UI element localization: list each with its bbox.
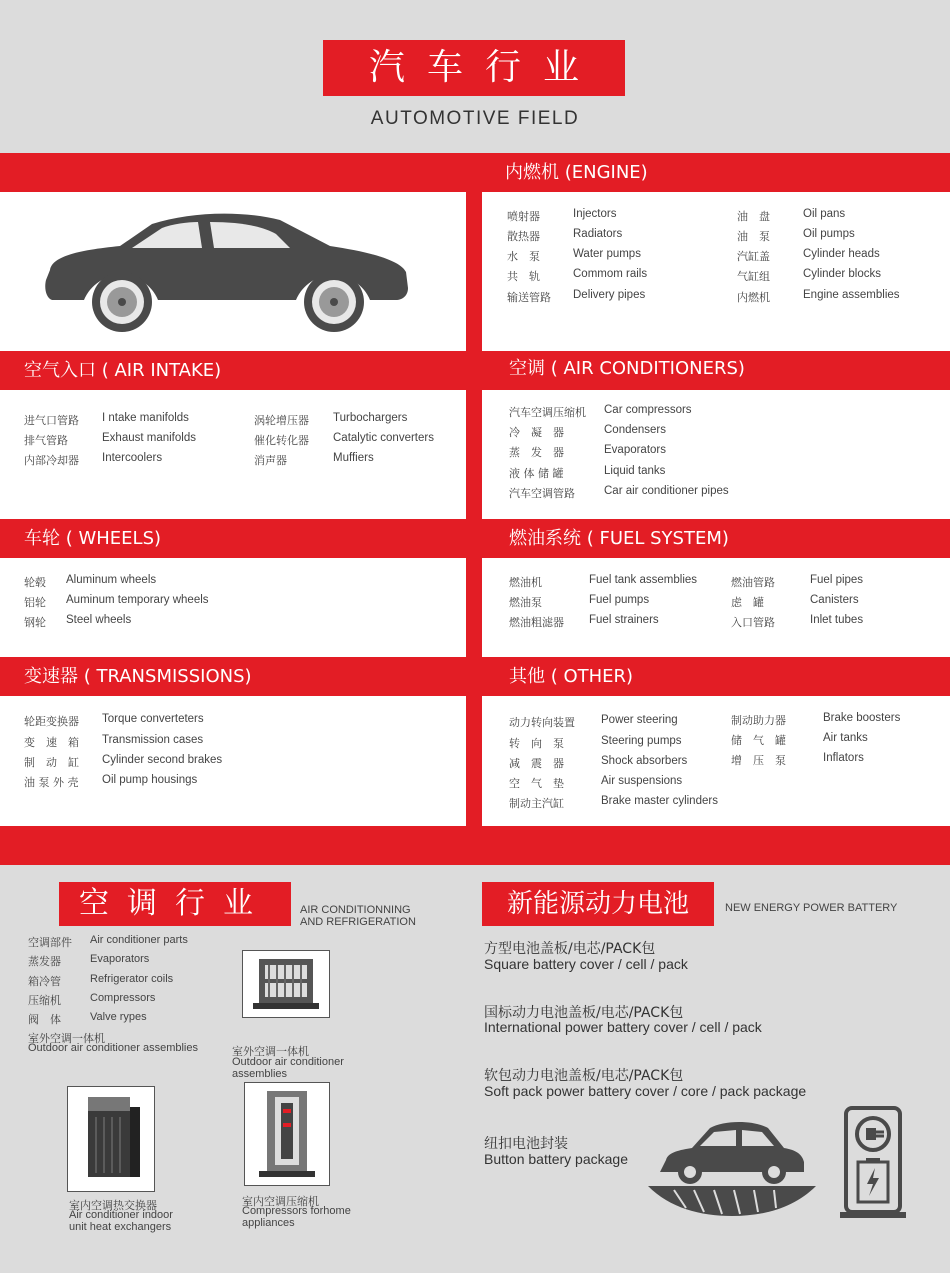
- product-label-zh: 室内空调热交换器: [69, 1199, 157, 1212]
- battery-item-en: International power battery cover / cell / pack: [484, 1019, 762, 1035]
- battery-item-en: Soft pack power battery cover / core / pack package: [484, 1083, 807, 1099]
- list-item: 转 向 泵 Steering pumps: [509, 735, 682, 750]
- page-subtitle: AUTOMOTIVE FIELD: [370, 108, 580, 129]
- wheels-panel: [0, 558, 466, 657]
- list-item: 燃油机 Fuel tank assemblies: [509, 574, 698, 589]
- engine-title: 内燃机 (ENGINE): [505, 162, 648, 183]
- product-label-en: Air conditioner indoor: [69, 1209, 173, 1221]
- outdoor-assembly-label-zh: 室外空调一体机: [28, 1032, 105, 1045]
- battery-item-zh: 纽扣电池封装: [484, 1136, 568, 1152]
- page-title: 汽车行业: [323, 40, 625, 96]
- list-item: 液 体 储 罐 Liquid tanks: [509, 465, 666, 480]
- battery-item-zh: 方型电池盖板/电芯/PACK包: [484, 941, 656, 957]
- list-item: 燃油管路 Fuel pipes: [731, 574, 864, 589]
- list-item: 气缸组 Cylinder blocks: [737, 268, 881, 283]
- list-item: 燃油粗滤器 Fuel strainers: [509, 614, 659, 629]
- list-item: 冷 凝 器 Condensers: [509, 424, 667, 439]
- list-item: 燃油泵 Fuel pumps: [509, 594, 650, 609]
- list-item: 涡轮增压器 Turbochargers: [254, 412, 408, 427]
- list-item: 汽车空调管路 Car air conditioner pipes: [509, 485, 729, 500]
- heat-exchanger-image: [67, 1086, 155, 1192]
- ac-industry-title: 空调行业: [59, 882, 291, 926]
- car-icon: [40, 208, 412, 336]
- list-item: 动力转向装置 Power steering: [509, 714, 678, 729]
- compressor-icon: [245, 1083, 329, 1185]
- charging-station-icon: [838, 1104, 908, 1222]
- list-item: 内部冷却器 Intercoolers: [24, 452, 163, 467]
- product-label-zh: 室内空调压缩机: [242, 1195, 319, 1208]
- list-item: 汽车空调压缩机 Car compressors: [509, 404, 692, 419]
- list-item: 储 气 罐 Air tanks: [731, 732, 868, 747]
- list-item: 共 轨 Commom rails: [507, 268, 648, 283]
- outdoor-unit-icon: [243, 951, 329, 1017]
- ac-title: 空调 ( AIR CONDITIONERS): [509, 358, 745, 379]
- product-label-en: unit heat exchangers: [69, 1221, 172, 1233]
- list-item: 压缩机 Compressors: [28, 992, 156, 1007]
- list-item: 空 气 垫 Air suspensions: [509, 775, 683, 790]
- list-item: 催化转化器 Catalytic converters: [254, 432, 434, 447]
- list-item: 制动助力器 Brake boosters: [731, 712, 901, 727]
- battery-item-zh: 国标动力电池盖板/电芯/PACK包: [484, 1005, 684, 1021]
- list-item: 油 泵 Oil pumps: [737, 228, 855, 243]
- list-item: 轮毂 Aluminum wheels: [24, 574, 157, 589]
- list-item: 入口管路 Inlet tubes: [731, 614, 864, 629]
- list-item: 空调部件 Air conditioner parts: [28, 934, 188, 949]
- list-item: 排气管路 Exhaust manifolds: [24, 432, 196, 447]
- list-item: 增 压 泵 Inflators: [731, 752, 864, 767]
- list-item: 阀 体 Valve rypes: [28, 1011, 147, 1026]
- battery-title: 新能源动力电池: [482, 882, 714, 926]
- list-item: 铝轮 Auminum temporary wheels: [24, 594, 209, 609]
- fuel-title: 燃油系统 ( FUEL SYSTEM): [509, 528, 729, 549]
- other-title: 其他 ( OTHER): [509, 666, 634, 687]
- list-item: 内燃机 Engine assemblies: [737, 289, 900, 304]
- outdoor-assembly-label-en: Outdoor air conditioner assemblies: [28, 1042, 198, 1054]
- list-item: 油 盘 Oil pans: [737, 208, 846, 223]
- electric-car-icon: [644, 1110, 820, 1220]
- product-label-en: Outdoor air conditioner: [232, 1056, 344, 1068]
- list-item: 喷射器 Injectors: [507, 208, 617, 223]
- battery-item-zh: 软包动力电池盖板/电芯/PACK包: [484, 1068, 684, 1084]
- heat-exchanger-icon: [68, 1087, 154, 1191]
- battery-subtitle: NEW ENERGY POWER BATTERY: [725, 902, 898, 914]
- list-item: 箱冷管 Refrigerator coils: [28, 973, 174, 988]
- air-intake-title: 空气入口 ( AIR INTAKE): [24, 360, 222, 381]
- list-item: 进气口管路 I ntake manifolds: [24, 412, 189, 427]
- ac-industry-subtitle-1: AIR CONDITIONNING: [300, 904, 411, 916]
- battery-item-en: Button battery package: [484, 1151, 628, 1167]
- list-item: 虑 罐 Canisters: [731, 594, 859, 609]
- transmissions-title: 变速器 ( TRANSMISSIONS): [24, 666, 252, 687]
- fuel-panel: [482, 558, 950, 657]
- list-item: 轮距变换器 Torque converteters: [24, 713, 204, 728]
- product-label-en: assemblies: [232, 1068, 288, 1080]
- list-item: 油 泵 外 壳 Oil pump housings: [24, 774, 198, 789]
- list-item: 消声器 Muffiers: [254, 452, 374, 467]
- product-label-zh: 室外空调一体机: [232, 1045, 309, 1058]
- list-item: 散热器 Radiators: [507, 228, 623, 243]
- compressor-image: [244, 1082, 330, 1186]
- list-item: 蒸发器 Evaporators: [28, 953, 150, 968]
- list-item: 蒸 发 器 Evaporators: [509, 444, 667, 459]
- list-item: 制动主汽缸 Brake master cylinders: [509, 795, 718, 810]
- list-item: 减 震 器 Shock absorbers: [509, 755, 688, 770]
- ac-industry-subtitle-2: AND REFRIGERATION: [300, 916, 416, 928]
- list-item: 水 泵 Water pumps: [507, 248, 641, 263]
- product-label-en: appliances: [242, 1217, 295, 1229]
- wheels-title: 车轮 ( WHEELS): [24, 528, 162, 549]
- list-item: 变 速 箱 Transmission cases: [24, 734, 204, 749]
- list-item: 钢轮 Steel wheels: [24, 614, 132, 629]
- product-label-en: Compressors forhome: [242, 1205, 351, 1217]
- list-item: 汽缸盖 Cylinder heads: [737, 248, 880, 263]
- outdoor-unit-image: [242, 950, 330, 1018]
- battery-item-en: Square battery cover / cell / pack: [484, 956, 688, 972]
- list-item: 制 动 缸 Cylinder second brakes: [24, 754, 223, 769]
- list-item: 输送管路 Delivery pipes: [507, 289, 646, 304]
